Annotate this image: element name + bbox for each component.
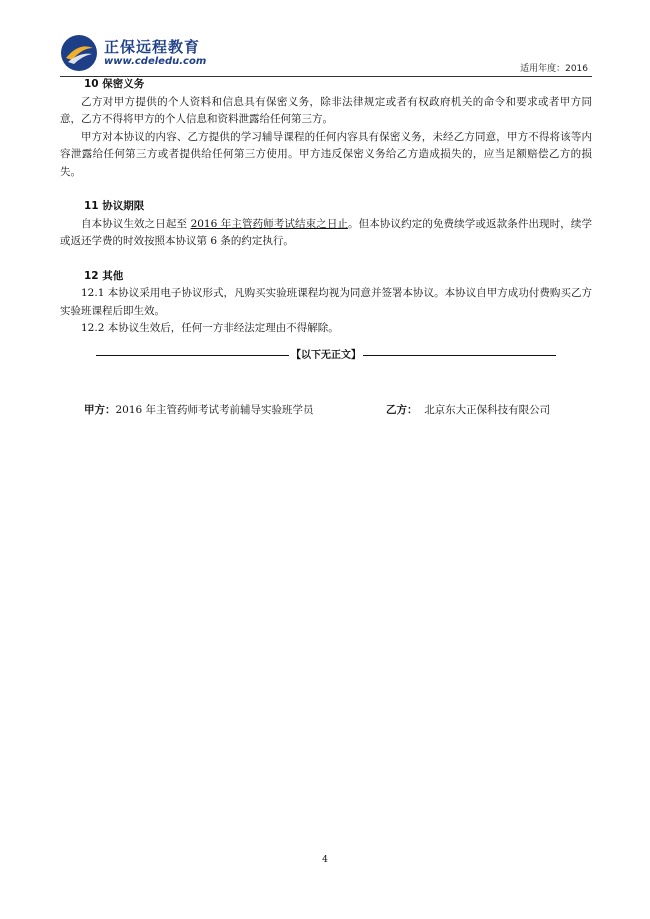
year-label: 适用年度：2016 bbox=[520, 64, 588, 74]
party-b-label: 乙方： bbox=[386, 404, 418, 416]
brand-logo-icon bbox=[60, 34, 98, 72]
section-12-paragraph-1: 12.1 本协议采用电子协议形式，凡购买实验班课程均视为同意并签署本协议。本协议自甲方成功付费购买乙方实验班课程后即生效。 bbox=[60, 287, 592, 317]
section-heading-12: 12 其他 bbox=[84, 269, 124, 282]
brand-name: 正保远程教育 bbox=[104, 38, 201, 56]
section-10-paragraph-2: 甲方对本协议的内容、乙方提供的学习辅导课程的任何内容具有保密义务，未经乙方同意，甲方不得将该等内容泄露给任何第三方或者提供给任何第三方使用。甲方违反保密义务给乙方造成损失的，应当足额赔偿乙方的损失。 bbox=[60, 130, 592, 178]
section-11-paragraph bbox=[60, 216, 592, 251]
page-number: 4 bbox=[322, 855, 328, 865]
agreement-body bbox=[60, 76, 592, 338]
party-b-value: 北京东大正保科技有限公司 bbox=[424, 404, 551, 416]
section-heading-11: 11 协议期限 bbox=[84, 200, 145, 212]
page-header bbox=[60, 30, 592, 77]
end-of-text-divider bbox=[76, 346, 576, 361]
term-text-end: 。但本协议约定的免费续学或返款条件出现时，续学或返还学费的时效按照本协议第 6 条的约定执行。 bbox=[60, 217, 592, 247]
party-a-label: 甲方： bbox=[84, 404, 116, 416]
term-text-start: 自本协议生效之日起至 bbox=[81, 217, 191, 230]
section-10-paragraph-1: 乙方对甲方提供的个人资料和信息具有保密义务，除非法律规定或者有权政府机关的命令和要求或者甲方同意，乙方不得将甲方的个人信息和资料泄露给任何第三方。 bbox=[60, 95, 592, 125]
divider-text: 【以下无正文】 bbox=[291, 350, 361, 361]
brand-url: www.cdeledu.com bbox=[104, 56, 207, 67]
section-12-paragraph-2: 12.2 本协议生效后，任何一方非经法定理由不得解除。 bbox=[81, 322, 339, 334]
term-end-date: 2016 年主管药师考试结束之日止 bbox=[190, 217, 349, 230]
section-heading-10: 10 保密义务 bbox=[84, 78, 145, 90]
party-b-signature bbox=[386, 402, 550, 417]
party-a-value: 2016 年主管药师考试考前辅导实验班学员 bbox=[115, 404, 314, 416]
party-a-signature bbox=[84, 402, 314, 417]
